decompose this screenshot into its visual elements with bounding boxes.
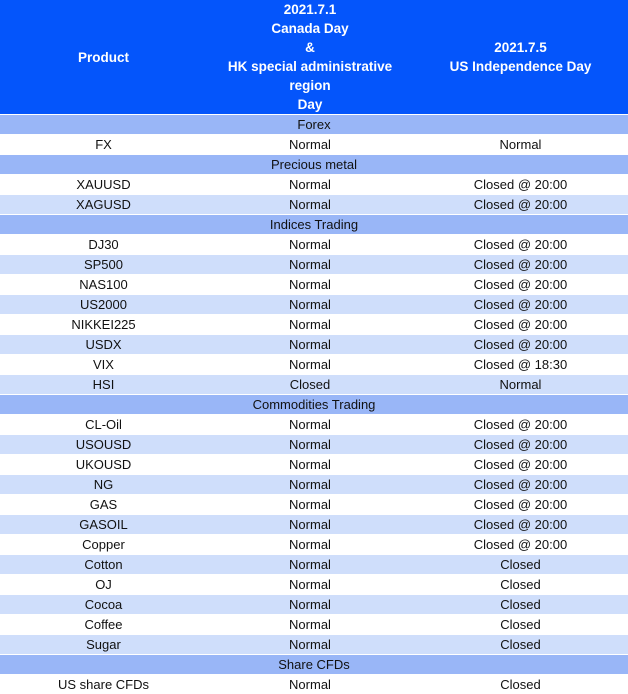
header-cell-day1 bbox=[207, 0, 413, 115]
product-cell: NAS100 bbox=[0, 275, 207, 295]
product-cell: CL-Oil bbox=[0, 415, 207, 435]
section-row bbox=[0, 655, 628, 675]
day1-status-cell: Normal bbox=[207, 235, 413, 255]
header-day1-date: 2021.7.1 bbox=[207, 0, 413, 19]
section-title: Precious metal bbox=[0, 155, 628, 175]
product-cell: HSI bbox=[0, 375, 207, 395]
day2-status-cell: Closed bbox=[413, 575, 628, 595]
day1-status-cell: Normal bbox=[207, 355, 413, 375]
table-row bbox=[0, 615, 628, 635]
product-cell: US share CFDs bbox=[0, 675, 207, 694]
table-row bbox=[0, 315, 628, 335]
day1-status-cell: Normal bbox=[207, 135, 413, 155]
header-cell-day2 bbox=[413, 0, 628, 115]
day1-status-cell: Normal bbox=[207, 595, 413, 615]
product-cell: USOUSD bbox=[0, 435, 207, 455]
day2-status-cell: Closed @ 20:00 bbox=[413, 175, 628, 195]
table-row bbox=[0, 495, 628, 515]
table-row bbox=[0, 455, 628, 475]
table-row bbox=[0, 475, 628, 495]
day1-status-cell: Normal bbox=[207, 615, 413, 635]
table-row bbox=[0, 595, 628, 615]
day1-status-cell: Normal bbox=[207, 315, 413, 335]
header-day2-date: 2021.7.5 bbox=[413, 38, 628, 57]
product-cell: GAS bbox=[0, 495, 207, 515]
section-row bbox=[0, 155, 628, 175]
table-row bbox=[0, 135, 628, 155]
header-day1-holiday: Canada Day bbox=[207, 19, 413, 38]
table-row bbox=[0, 195, 628, 215]
product-cell: XAUUSD bbox=[0, 175, 207, 195]
day2-status-cell: Closed bbox=[413, 615, 628, 635]
product-cell: US2000 bbox=[0, 295, 207, 315]
table-row bbox=[0, 415, 628, 435]
table-row bbox=[0, 255, 628, 275]
table-row bbox=[0, 295, 628, 315]
product-cell: VIX bbox=[0, 355, 207, 375]
product-cell: UKOUSD bbox=[0, 455, 207, 475]
header-day1-holiday2-line2: Day bbox=[207, 95, 413, 114]
product-cell: NIKKEI225 bbox=[0, 315, 207, 335]
table-row bbox=[0, 435, 628, 455]
product-cell: Coffee bbox=[0, 615, 207, 635]
day2-status-cell: Closed @ 20:00 bbox=[413, 335, 628, 355]
day1-status-cell: Normal bbox=[207, 495, 413, 515]
day1-status-cell: Normal bbox=[207, 435, 413, 455]
table-body bbox=[0, 115, 628, 694]
section-title: Forex bbox=[0, 115, 628, 135]
header-day1-ampersand: & bbox=[207, 38, 413, 57]
day2-status-cell: Closed @ 20:00 bbox=[413, 275, 628, 295]
product-cell: DJ30 bbox=[0, 235, 207, 255]
day2-status-cell: Closed @ 20:00 bbox=[413, 315, 628, 335]
header-product-label: Product bbox=[0, 48, 207, 67]
day1-status-cell: Closed bbox=[207, 375, 413, 395]
product-cell: NG bbox=[0, 475, 207, 495]
day2-status-cell: Closed bbox=[413, 635, 628, 655]
day1-status-cell: Normal bbox=[207, 555, 413, 575]
table-row bbox=[0, 175, 628, 195]
table-row bbox=[0, 355, 628, 375]
product-cell: XAGUSD bbox=[0, 195, 207, 215]
day2-status-cell: Closed @ 18:30 bbox=[413, 355, 628, 375]
day2-status-cell: Closed @ 20:00 bbox=[413, 435, 628, 455]
day2-status-cell: Closed @ 20:00 bbox=[413, 495, 628, 515]
table-row bbox=[0, 335, 628, 355]
section-title: Share CFDs bbox=[0, 655, 628, 675]
day1-status-cell: Normal bbox=[207, 275, 413, 295]
table-row bbox=[0, 675, 628, 694]
day2-status-cell: Closed @ 20:00 bbox=[413, 195, 628, 215]
day1-status-cell: Normal bbox=[207, 675, 413, 694]
day2-status-cell: Closed @ 20:00 bbox=[413, 295, 628, 315]
header-day2-holiday: US Independence Day bbox=[413, 57, 628, 76]
product-cell: Cocoa bbox=[0, 595, 207, 615]
product-cell: GASOIL bbox=[0, 515, 207, 535]
table-row bbox=[0, 535, 628, 555]
table-row bbox=[0, 635, 628, 655]
table-row bbox=[0, 575, 628, 595]
day2-status-cell: Closed bbox=[413, 555, 628, 575]
header-day1-holiday2-line1: HK special administrative region bbox=[207, 57, 413, 95]
day1-status-cell: Normal bbox=[207, 475, 413, 495]
section-row bbox=[0, 215, 628, 235]
table-row bbox=[0, 275, 628, 295]
day2-status-cell: Closed @ 20:00 bbox=[413, 535, 628, 555]
header-row bbox=[0, 0, 628, 115]
table-row bbox=[0, 515, 628, 535]
section-title: Commodities Trading bbox=[0, 395, 628, 415]
day2-status-cell: Closed bbox=[413, 595, 628, 615]
day2-status-cell: Closed @ 20:00 bbox=[413, 235, 628, 255]
day2-status-cell: Closed @ 20:00 bbox=[413, 255, 628, 275]
table-header bbox=[0, 0, 628, 115]
day1-status-cell: Normal bbox=[207, 535, 413, 555]
day1-status-cell: Normal bbox=[207, 175, 413, 195]
day1-status-cell: Normal bbox=[207, 195, 413, 215]
product-cell: FX bbox=[0, 135, 207, 155]
day2-status-cell: Closed @ 20:00 bbox=[413, 455, 628, 475]
day1-status-cell: Normal bbox=[207, 255, 413, 275]
product-cell: OJ bbox=[0, 575, 207, 595]
day1-status-cell: Normal bbox=[207, 295, 413, 315]
day2-status-cell: Closed @ 20:00 bbox=[413, 515, 628, 535]
product-cell: Sugar bbox=[0, 635, 207, 655]
day1-status-cell: Normal bbox=[207, 335, 413, 355]
section-row bbox=[0, 115, 628, 135]
day1-status-cell: Normal bbox=[207, 575, 413, 595]
table-row bbox=[0, 235, 628, 255]
section-row bbox=[0, 395, 628, 415]
day2-status-cell: Closed bbox=[413, 675, 628, 694]
day1-status-cell: Normal bbox=[207, 455, 413, 475]
product-cell: Cotton bbox=[0, 555, 207, 575]
product-cell: USDX bbox=[0, 335, 207, 355]
day1-status-cell: Normal bbox=[207, 515, 413, 535]
section-title: Indices Trading bbox=[0, 215, 628, 235]
day2-status-cell: Normal bbox=[413, 375, 628, 395]
day2-status-cell: Closed @ 20:00 bbox=[413, 475, 628, 495]
header-cell-product bbox=[0, 0, 207, 115]
product-cell: SP500 bbox=[0, 255, 207, 275]
day2-status-cell: Normal bbox=[413, 135, 628, 155]
product-cell: Copper bbox=[0, 535, 207, 555]
day1-status-cell: Normal bbox=[207, 635, 413, 655]
table-row bbox=[0, 555, 628, 575]
day1-status-cell: Normal bbox=[207, 415, 413, 435]
day2-status-cell: Closed @ 20:00 bbox=[413, 415, 628, 435]
table-row bbox=[0, 375, 628, 395]
